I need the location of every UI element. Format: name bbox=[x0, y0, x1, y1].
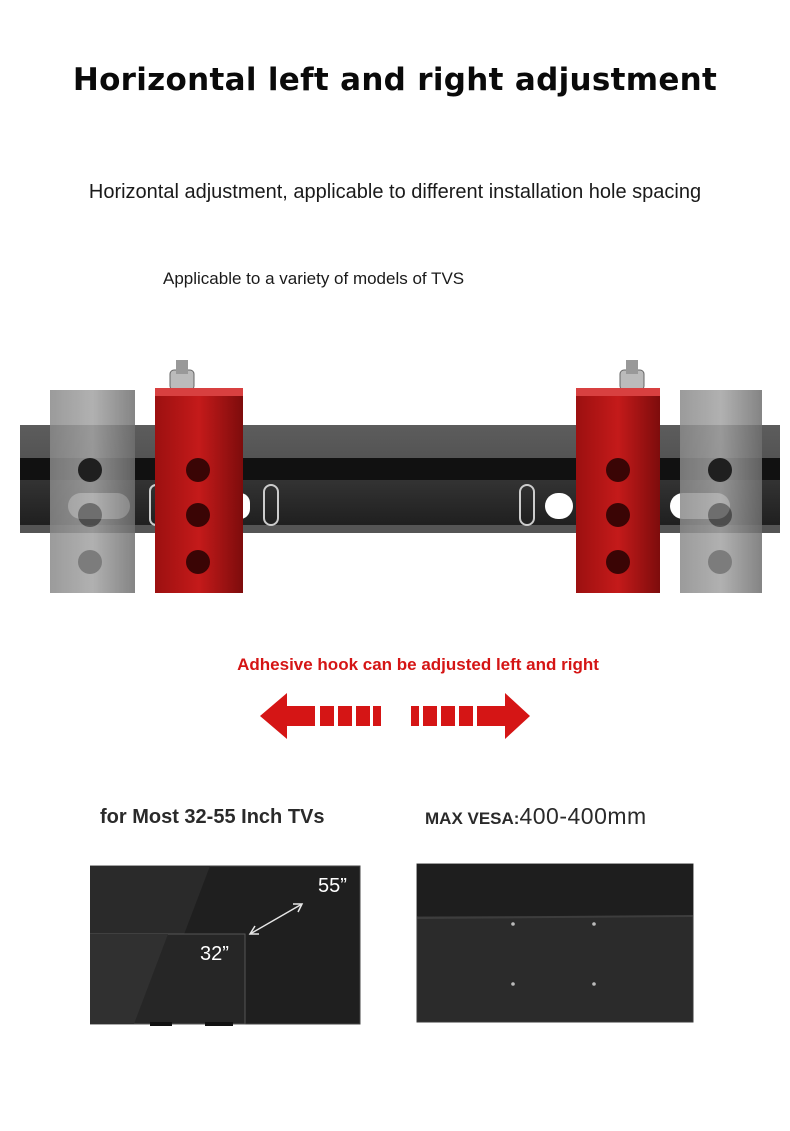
right-arrow-icon bbox=[411, 693, 530, 739]
adjustment-arrows bbox=[255, 688, 535, 744]
vesa-spec bbox=[425, 803, 647, 830]
grey-hook-right bbox=[680, 390, 762, 593]
tv-size-compat: for Most 32-55 Inch TVs bbox=[100, 806, 325, 828]
vesa-label: MAX VESA: bbox=[425, 809, 520, 828]
page-subtitle: Horizontal adjustment, applicable to different installation hole spacing bbox=[88, 181, 702, 203]
vesa-value: 400-400mm bbox=[519, 803, 647, 829]
adjustment-caption: Adhesive hook can be adjusted left and right bbox=[237, 655, 599, 674]
left-arrow-icon bbox=[260, 693, 381, 739]
red-hook-right bbox=[576, 360, 660, 593]
bracket-illustration bbox=[0, 330, 790, 630]
size-32-label: 32” bbox=[200, 943, 229, 965]
red-hook-left bbox=[155, 360, 243, 593]
grey-hook-left bbox=[50, 390, 135, 593]
tv-size-illustration bbox=[90, 862, 362, 1027]
size-55-label: 55” bbox=[318, 875, 347, 897]
tv-back-illustration bbox=[415, 862, 695, 1024]
models-note: Applicable to a variety of models of TVS bbox=[163, 269, 465, 288]
page-title: Horizontal left and right adjustment bbox=[72, 62, 718, 98]
